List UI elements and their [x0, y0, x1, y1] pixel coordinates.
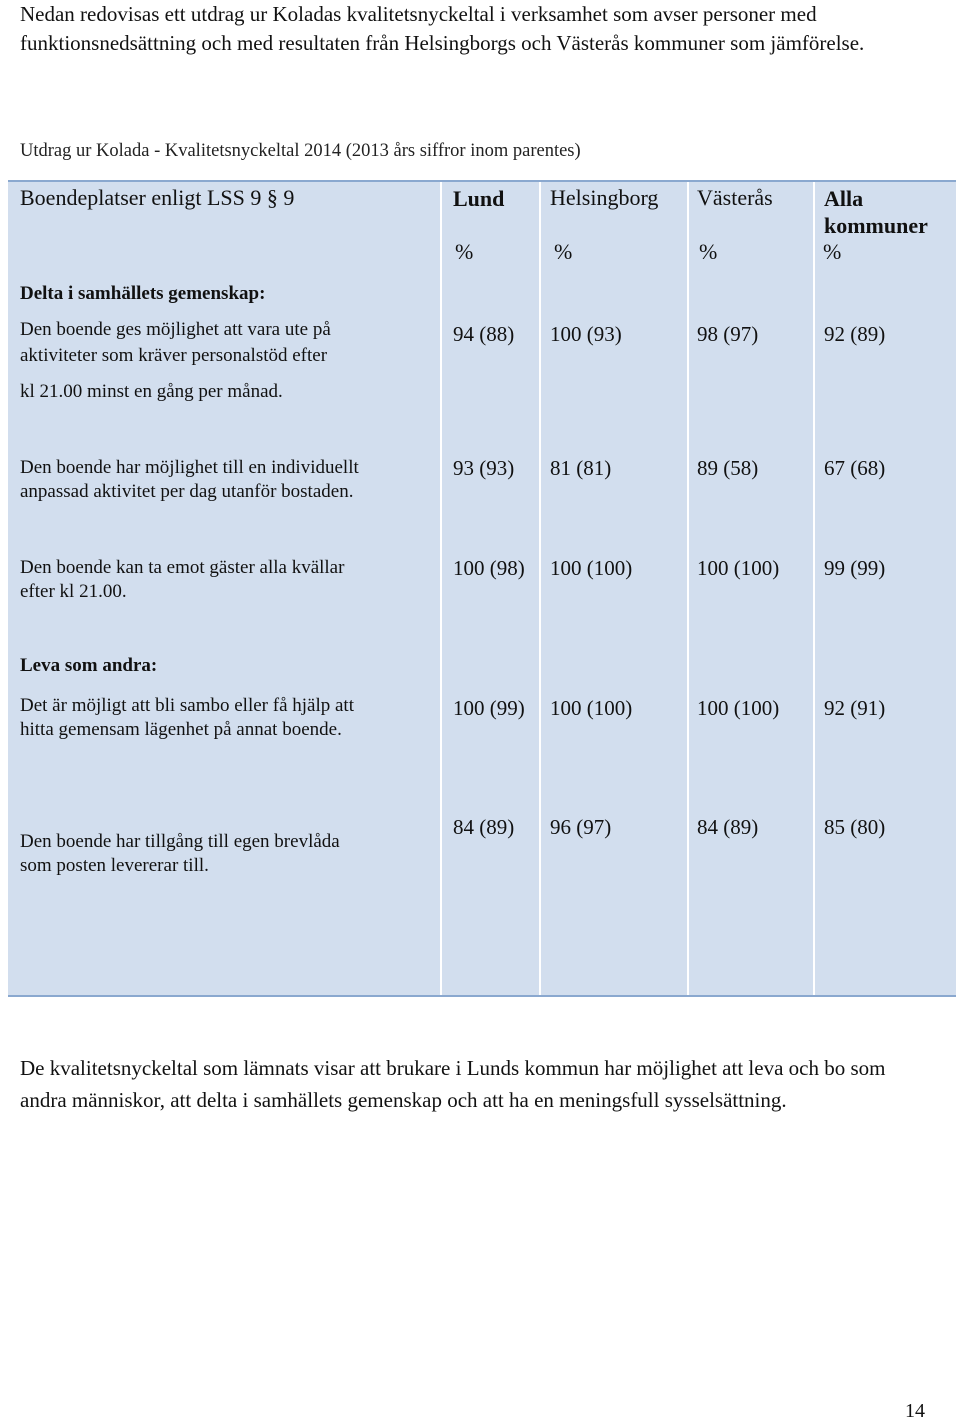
value-alla-kommuner: 92 (89): [824, 322, 886, 346]
value-vasteras: 89 (58): [697, 456, 759, 480]
intro-paragraph: Nedan redovisas ett utdrag ur Koladas kvalitetsnyckeltal i verksamhet som avser personer med funktionsnedsättning och med resultaten från Helsingborgs och Västerås kommuner som jämförelse.: [20, 2, 865, 55]
page-number: 14: [905, 1400, 925, 1422]
section-title: Leva som andra:: [20, 655, 158, 676]
value-alla-kommuner: 92 (91): [824, 696, 886, 720]
value-lund: 100 (99): [453, 696, 525, 720]
row-label-line: efter kl 21.00.: [20, 581, 127, 602]
value-lund: 94 (88): [453, 322, 515, 346]
header-helsingborg: Helsingborg: [550, 185, 659, 210]
header-lund-unit: %: [455, 239, 474, 264]
row-label-line: aktiviteter som kräver personalstöd efter: [20, 345, 328, 366]
table-header-label: Boendeplatser enligt LSS 9 § 9: [20, 185, 295, 210]
value-vasteras: 98 (97): [697, 322, 759, 346]
helsingborg-column: [541, 182, 687, 995]
row-label-line: kl 21.00 minst en gång per månad.: [20, 381, 283, 402]
value-alla-kommuner: 85 (80): [824, 815, 886, 839]
row-label-line: Den boende kan ta emot gäster alla kvällar: [20, 557, 345, 578]
conclusion-paragraph: De kvalitetsnyckeltal som lämnats visar att brukare i Lunds kommun har möjlighet att leva och bo som andra människor, att delta i samhällets gemenskap och att ha en meningsfull sysselsättning.: [20, 1056, 886, 1112]
lund-column: [442, 182, 539, 995]
value-vasteras: 100 (100): [697, 556, 780, 580]
kpi-table: [8, 180, 956, 997]
alla-kommuner-column: [815, 182, 956, 995]
value-lund: 84 (89): [453, 815, 515, 839]
header-lund: Lund: [453, 186, 505, 211]
value-helsingborg: 100 (100): [550, 556, 633, 580]
value-vasteras: 84 (89): [697, 815, 759, 839]
row-label-line: Den boende ges möjlighet att vara ute på: [20, 319, 331, 340]
value-alla-kommuner: 99 (99): [824, 556, 886, 580]
row-label-line: som posten levererar till.: [20, 855, 209, 876]
value-vasteras: 100 (100): [697, 696, 780, 720]
header-vasteras-unit: %: [699, 239, 718, 264]
row-label-line: Det är möjligt att bli sambo eller få hjälp att: [20, 695, 354, 716]
row-label-line: anpassad aktivitet per dag utanför bostaden.: [20, 481, 354, 502]
header-alla-kommuner: Alla kommuner: [824, 186, 928, 238]
value-helsingborg: 81 (81): [550, 456, 612, 480]
value-helsingborg: 100 (100): [550, 696, 633, 720]
value-lund: 100 (98): [453, 556, 525, 580]
header-helsingborg-unit: %: [554, 239, 573, 264]
header-vasteras: Västerås: [697, 185, 773, 210]
vasteras-column: [689, 182, 813, 995]
table-caption: Utdrag ur Kolada - Kvalitetsnyckeltal 2014 (2013 års siffror inom parentes): [20, 141, 581, 161]
value-helsingborg: 100 (93): [550, 322, 622, 346]
value-alla-kommuner: 67 (68): [824, 456, 886, 480]
value-helsingborg: 96 (97): [550, 815, 612, 839]
row-label-line: Den boende har möjlighet till en individuellt: [20, 457, 359, 478]
row-label-line: hitta gemensam lägenhet på annat boende.: [20, 719, 342, 740]
value-lund: 93 (93): [453, 456, 515, 480]
row-label-line: Den boende har tillgång till egen brevlåda: [20, 831, 340, 852]
section-title: Delta i samhällets gemenskap:: [20, 283, 266, 304]
header-alla-kommuner-unit: %: [823, 239, 842, 264]
